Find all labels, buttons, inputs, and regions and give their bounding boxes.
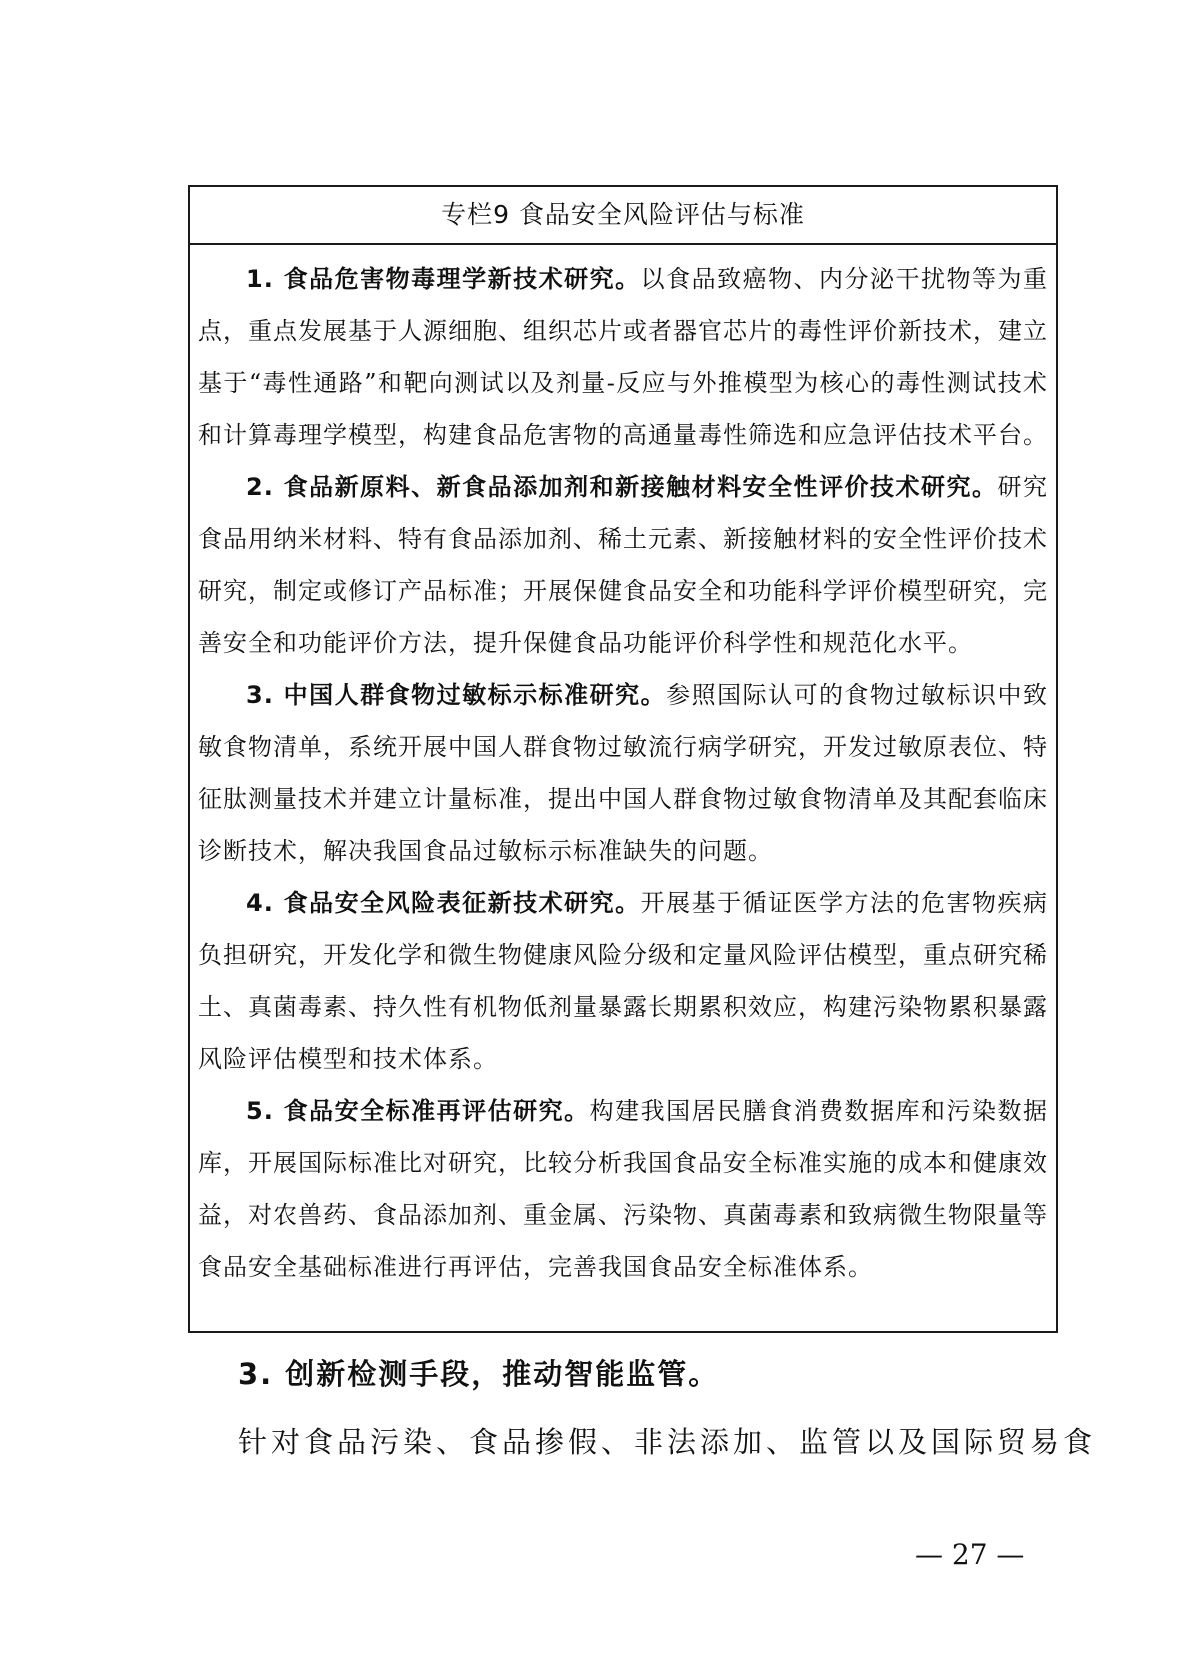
column-item-1 xyxy=(198,253,1048,461)
section-heading: 3. 创新检测手段，推动智能监管。 xyxy=(238,1357,720,1391)
item-2-text: 研究食品用纳米材料、特有食品添加剂、稀土元素、新接触材料的安全性评价技术研究，制定或修订产品标准；开展保健食品安全和功能科学评价模型研究，完善安全和功能评价方法，提升保健食品功能评价科学性和规范化水平。 xyxy=(198,473,1049,657)
item-1-text: 以食品致癌物、内分泌干扰物等为重点，重点发展基于人源细胞、组织芯片或者器官芯片的毒性评价新技术，建立基于“毒性通路”和靶向测试以及剂量-反应与外推模型为核心的毒性测试技术和计算毒理学模型，构建食品危害物的高通量毒性筛选和应急评估技术平台。 xyxy=(198,265,1049,449)
column-body xyxy=(190,245,1056,1293)
column-item-5 xyxy=(198,1085,1048,1293)
feature-column-box xyxy=(188,185,1058,1333)
page-number: — 27 — xyxy=(915,1538,1025,1571)
item-2-lead: 2. 食品新原料、新食品添加剂和新接触材料安全性评价技术研究。 xyxy=(246,473,998,501)
item-5-text: 构建我国居民膳食消费数据库和污染数据库，开展国际标准比对研究，比较分析我国食品安全标准实施的成本和健康效益，对农兽药、食品添加剂、重金属、污染物、真菌毒素和致病微生物限量等食品安全基础标准进行再评估，完善我国食品安全标准体系。 xyxy=(198,1097,1049,1281)
item-4-text: 开展基于循证医学方法的危害物疾病负担研究，开发化学和微生物健康风险分级和定量风险评估模型，重点研究稀土、真菌毒素、持久性有机物低剂量暴露长期累积效应，构建污染物累积暴露风险评估模型和技术体系。 xyxy=(198,889,1049,1073)
column-item-3 xyxy=(198,669,1048,877)
section-body-text: 针对食品污染、食品掺假、非法添加、监管以及国际贸易食 xyxy=(238,1425,1097,1459)
item-3-lead: 3. 中国人群食物过敏标示标准研究。 xyxy=(246,681,667,709)
item-4-lead: 4. 食品安全风险表征新技术研究。 xyxy=(246,889,641,917)
column-title: 专栏9 食品安全风险评估与标准 xyxy=(190,187,1056,245)
item-3-text: 参照国际认可的食物过敏标识中致敏食物清单，系统开展中国人群食物过敏流行病学研究，开发过敏原表位、特征肽测量技术并建立计量标准，提出中国人群食物过敏食物清单及其配套临床诊断技术，解决我国食品过敏标示标准缺失的问题。 xyxy=(198,681,1049,865)
column-item-2 xyxy=(198,461,1048,669)
item-1-lead: 1. 食品危害物毒理学新技术研究。 xyxy=(246,265,641,293)
item-5-lead: 5. 食品安全标准再评估研究。 xyxy=(246,1097,590,1125)
column-item-4 xyxy=(198,877,1048,1085)
